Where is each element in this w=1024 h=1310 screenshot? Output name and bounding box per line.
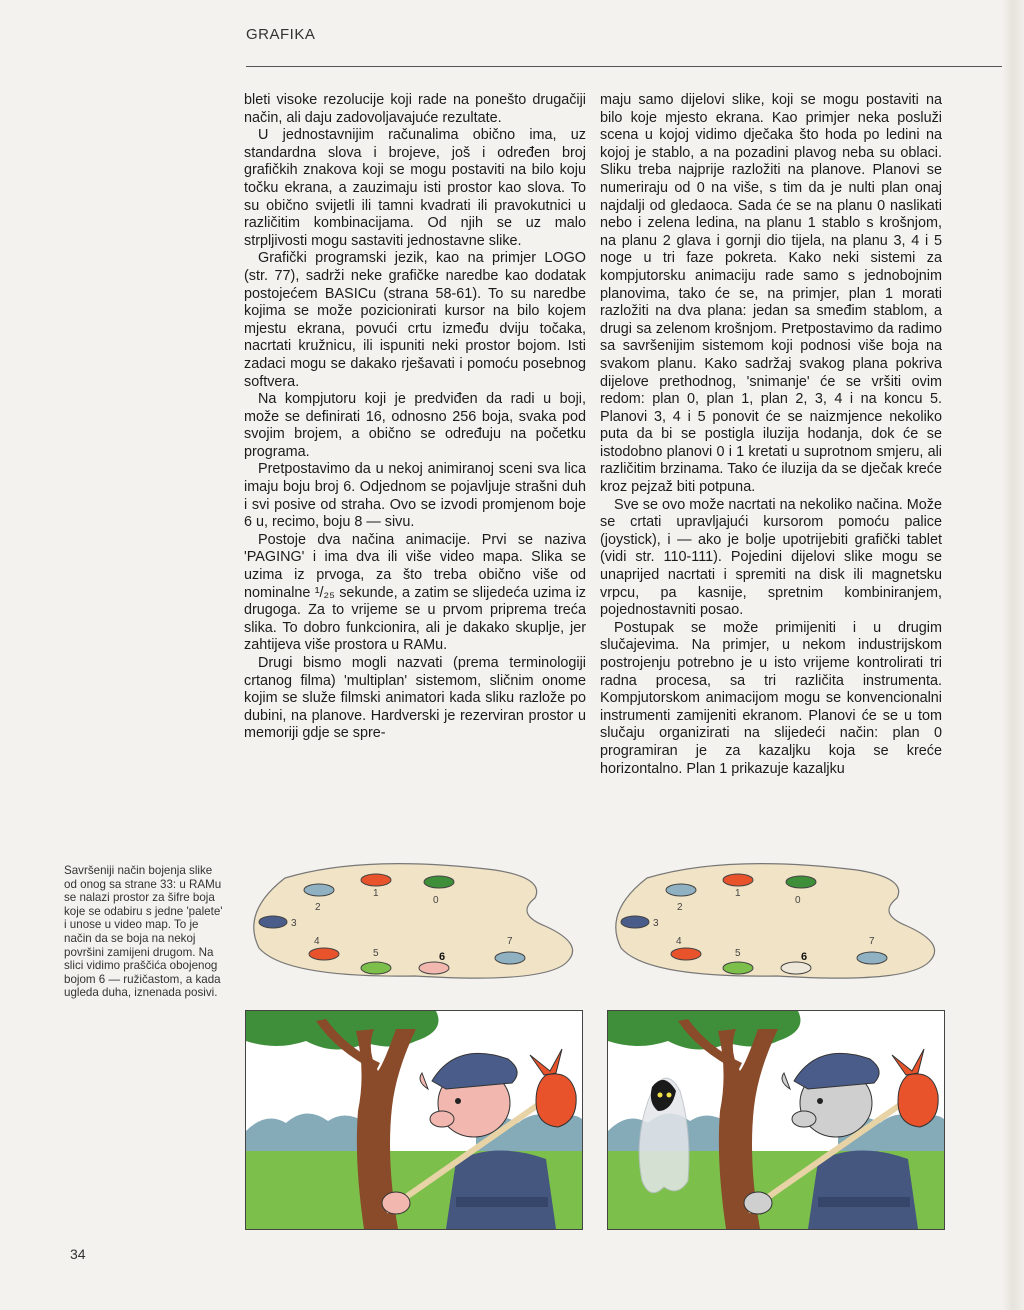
palette-label: 7 xyxy=(507,936,513,947)
paragraph: Postupak se može primijeniti i u drugim slučajevima. Na primjer, u nekom industrijskom postrojenju potrebno je u isto vrijeme kontrolirati tri radna procesa, sa tri različita instrumenta. Kompjutorskom animacijom mogu se konvencionalni instrumenti zamijeniti ekranom. Planovi će se u tom slučaju organizirati na slijedeći način: plan 0 programiran je za kazaljku koja se kreće horizontalno. Plan 1 prikazuje kazaljku xyxy=(600,619,942,777)
paragraph: Sve se ovo može nacrtati na nekoliko načina. Može se crtati upravljajući kursorom pomoću palice (joystick), i — ako je bolje upotrijebiti grafički tablet (vidi str. 110-111). Pojedini dijelovi slike mogu se unaprijed nacrtati i spremiti na disk ili magnetsku vrpcu, pa kasnije, spretnim kombiniranjem, pojednostavniti posao. xyxy=(600,496,942,619)
paint-dot xyxy=(424,876,454,888)
paint-dot xyxy=(361,962,391,974)
illustration-grey-pig-ghost xyxy=(607,856,945,1230)
pig-hand xyxy=(382,1192,410,1214)
palette-label: 0 xyxy=(795,895,801,906)
ghost-eye xyxy=(667,1093,672,1098)
page-number: 34 xyxy=(70,1246,86,1262)
paint-dot xyxy=(361,874,391,886)
bundle xyxy=(898,1074,938,1127)
cartoon-scene xyxy=(246,1011,582,1229)
text-column-right xyxy=(600,92,942,778)
figure-caption: Savršeniji način bojenja slike od onog sa strane 33: u RAMu se nalazi prostor za šifre boja koje se odabiru s jedne 'palete' i unose u video map. To je način da se boja na nekoj površini zamijeni drugom. Na slici vidimo praščića obojenog bojom 6 — ružičastom, a kada ugleda duha, iznenada posivi. xyxy=(64,864,223,1000)
pig-belt xyxy=(456,1197,548,1207)
palette-label: 3 xyxy=(653,918,659,929)
cartoon-frame xyxy=(607,1010,945,1230)
palette-label: 4 xyxy=(314,936,320,947)
palette-label: 0 xyxy=(433,895,439,906)
palette-label: 3 xyxy=(291,918,297,929)
pig-body xyxy=(446,1150,556,1229)
paint-dot xyxy=(419,962,449,974)
color-palette xyxy=(607,856,945,996)
paragraph: Drugi bismo mogli nazvati (prema terminologiji crtanog filma) 'multiplan' sistemom, sličnim onome kojim se služe filmski animatori kada sliku razlože po dubini, na planove. Hardverski je rezerviran prostor u memoriji gdje se spre- xyxy=(244,655,586,742)
paint-dot xyxy=(723,962,753,974)
paint-dot xyxy=(723,874,753,886)
pig-snout xyxy=(430,1111,454,1127)
pig-body xyxy=(808,1150,918,1229)
paragraph: Grafički programski jezik, kao na primjer LOGO (str. 77), sadrži neke grafičke naredbe kao dodatak postojećem BASICu (strana 58-61). To su naredbe kojima se može pozicionirati kursor na bilo kojem mjestu ekrana, povući crtu između dviju točaka, nacrtati kružnicu, ili ispuniti neki prostor bojom. Isti zadaci mogu se dakako rješavati i pomoću posebnog softvera. xyxy=(244,250,586,390)
paragraph: bleti visoke rezolucije koji rade na ponešto drugačiji način, ali daju zadovoljavajuće rezultate. xyxy=(244,92,586,126)
paragraph: maju samo dijelovi slike, koji se mogu postaviti na bilo koje mjesto ekrana. Kao primjer neka posluži scena u kojoj vidimo dječaka što hoda po ledini na kojoj je stablo, a na pozadini plavog neba su oblaci. Sliku treba najprije razložiti na planove. Planovi se numeriraju od 0 na više, s tim da je nulti plan onaj najdalji od gledaoca. Sada će se na planu 0 naslikati nebo i zelena ledina, na planu 1 stablo s krošnjom, na planu 2 glava i gornji dio tijela, na planu 3, 4 i 5 noge u tri faze pokreta. Kako neki sistemi za kompjutorsku animaciju rade samo s jednobojnim planovima, tako će se, na primjer, plan 1 morati razložiti na dva plana: jedan sa smeđim stablom, a drugi sa zelenom krošnjom. Pretpostavimo da radimo sa savršenijim sistemom koji podnosi više boja na svakom planu. Kako sadržaj svakog plana pokriva dijelove prethodnog, 'snimanje' će se vršiti ovim redom: plan 0, plan 1, plan 2, 3, 4 i na koncu 5. Planovi 3, 4 i 5 ponovit će se naizmjence nekoliko puta da bi se postigla iluzija hodanja, dok će se istodobno planovi 0 i 1 kretati u suprotnom smjeru, ali različitim brzinama. Tako će iluzija da se dječak kreće kroz pejzaž biti potpuna. xyxy=(600,92,942,496)
color-palette xyxy=(245,856,583,996)
pig-eye xyxy=(817,1098,823,1104)
text-column-left xyxy=(244,92,586,743)
palette-label: 2 xyxy=(315,902,321,913)
bundle xyxy=(536,1074,576,1127)
paint-dot xyxy=(781,962,811,974)
palette-label: 5 xyxy=(373,948,379,959)
palette-label: 1 xyxy=(373,888,379,899)
paint-dot xyxy=(621,916,649,928)
illustration-pink-pig xyxy=(245,856,583,1230)
paint-dot xyxy=(309,948,339,960)
running-header: GRAFIKA xyxy=(246,26,316,43)
paint-dot xyxy=(495,952,525,964)
palette-board xyxy=(616,864,935,979)
pig-eye xyxy=(455,1098,461,1104)
paint-dot xyxy=(666,884,696,896)
paragraph: Na kompjutoru koji je predviđen da radi u boji, može se definirati 16, odnosno 256 boja, svaka pod svojim brojem, a obično se određuju na početku programa. xyxy=(244,391,586,460)
header-rule xyxy=(246,66,1024,67)
paint-dot xyxy=(786,876,816,888)
palette-label: 6 xyxy=(439,951,446,963)
pig-hand xyxy=(744,1192,772,1214)
cartoon-frame xyxy=(245,1010,583,1230)
palette-label: 5 xyxy=(735,948,741,959)
pig-belt xyxy=(818,1197,910,1207)
ghost-eye xyxy=(658,1093,663,1098)
palette-label: 7 xyxy=(869,936,875,947)
paint-dot xyxy=(857,952,887,964)
palette-label: 4 xyxy=(676,936,682,947)
paragraph: U jednostavnijim računalima obično ima, uz standardna slova i brojeve, još i određen broj grafičkih znakova koji se mogu postaviti na bilo koju točku ekrana, a zauzimaju isti prostor kao slova. To su obično svijetli ili tamni kvadrati ili pravokutnici u različitim kombinacijama. Od njih se uz malo strpljivosti mogu sastaviti jednostavne slike. xyxy=(244,127,586,249)
paragraph: Pretpostavimo da u nekoj animiranoj sceni sva lica imaju boju broj 6. Odjednom se pojavljuje strašni duh i svi posive od straha. Ovo se izvodi promjenom boje 6 u, recimo, boju 8 — sivu. xyxy=(244,461,586,531)
palette-label: 6 xyxy=(801,951,808,963)
paint-dot xyxy=(304,884,334,896)
palette-label: 1 xyxy=(735,888,741,899)
paint-dot xyxy=(259,916,287,928)
paragraph: Postoje dva načina animacije. Prvi se naziva 'PAGING' i ima dva ili više video mapa. Slika se uzima iz prvoga, za što treba obično više od nominalne ¹/₂₅ sekunde, a zatim se slijedeća uzima iz drugoga. Za to vrijeme se u prvom priprema treća slika. To dobro funkcionira, ali je dakako skuplje, jer zahtijeva više prostora u RAMu. xyxy=(244,531,586,654)
pig-snout xyxy=(792,1111,816,1127)
palette-label: 2 xyxy=(677,902,683,913)
page-edge-shadow xyxy=(1002,0,1024,1310)
cartoon-scene xyxy=(608,1011,944,1229)
palette-board xyxy=(254,864,573,979)
paint-dot xyxy=(671,948,701,960)
